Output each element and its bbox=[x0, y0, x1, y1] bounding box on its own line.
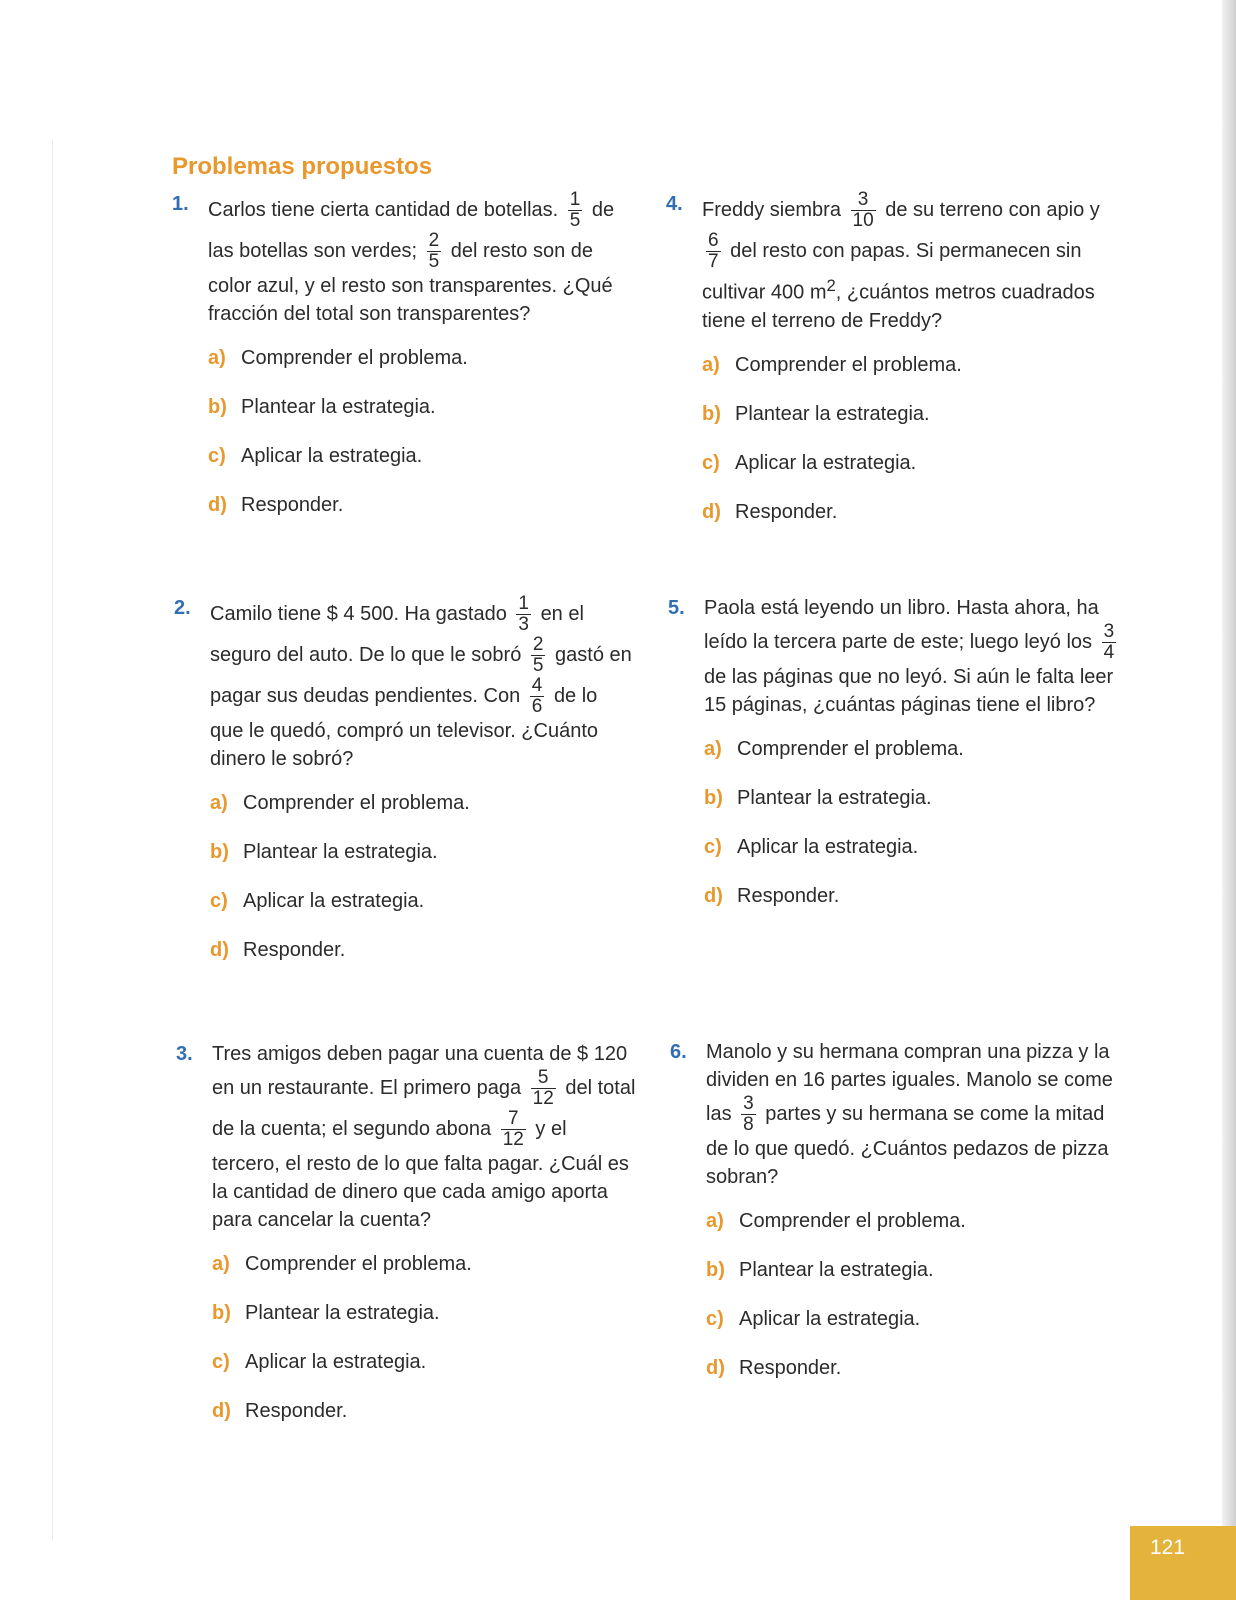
fraction-numerator: 3 bbox=[851, 190, 876, 211]
problem-text: partes y su hermana se come la mitad de lo que quedó. ¿Cuántos pedazos de pizza sobran? bbox=[706, 1102, 1109, 1188]
step-a bbox=[702, 351, 1126, 379]
step-letter: c) bbox=[212, 1351, 230, 1373]
step-c bbox=[704, 833, 1128, 861]
step-text: Comprender el problema. bbox=[241, 347, 468, 369]
fraction bbox=[501, 1109, 526, 1150]
problem-text: Tres amigos deben pagar una cuenta de $ 120 en un restaurante. El primero paga bbox=[212, 1043, 628, 1099]
problem-statement bbox=[176, 1040, 636, 1234]
problem-1 bbox=[172, 190, 632, 519]
fraction bbox=[568, 190, 583, 231]
problem-text: Manolo y su hermana compran una pizza y la dividen en 16 partes iguales. Manolo se come las bbox=[706, 1041, 1113, 1125]
step-a bbox=[212, 1250, 636, 1278]
step-letter: d) bbox=[702, 500, 721, 523]
fraction-denominator: 3 bbox=[518, 614, 529, 635]
step-text: Responder. bbox=[735, 500, 838, 523]
step-letter: a) bbox=[210, 792, 228, 814]
step-letter: b) bbox=[704, 787, 723, 809]
problem-text: de las botellas son verdes; bbox=[208, 198, 615, 262]
fraction bbox=[531, 1068, 556, 1109]
problem-statement bbox=[174, 594, 634, 773]
step-text: Aplicar la estrategia. bbox=[737, 836, 919, 858]
step-text: Comprender el problema. bbox=[245, 1253, 472, 1275]
problem-text: del resto son de color azul, y el resto son transparentes. ¿Qué fracción del total son transparentes? bbox=[208, 239, 613, 325]
step-text: Plantear la estrategia. bbox=[243, 841, 438, 863]
step-list bbox=[668, 735, 1128, 910]
superscript: 2 bbox=[826, 276, 836, 295]
step-letter: b) bbox=[208, 396, 227, 418]
fraction-denominator: 8 bbox=[743, 1114, 754, 1135]
step-text: Responder. bbox=[243, 939, 346, 961]
step-text: Aplicar la estrategia. bbox=[739, 1308, 921, 1330]
problem-number: 3. bbox=[176, 1043, 193, 1065]
step-b bbox=[702, 400, 1126, 428]
step-list bbox=[176, 1250, 636, 1425]
problem-number: 1. bbox=[172, 193, 189, 215]
step-letter: a) bbox=[208, 347, 226, 369]
step-text: Plantear la estrategia. bbox=[737, 787, 932, 809]
fraction bbox=[531, 635, 546, 676]
fraction-denominator: 5 bbox=[532, 655, 544, 676]
step-c bbox=[702, 449, 1126, 477]
step-c bbox=[208, 442, 632, 470]
step-a bbox=[706, 1207, 1130, 1235]
step-d bbox=[702, 498, 1126, 526]
step-letter: d) bbox=[704, 885, 723, 907]
problem-text: Carlos tiene cierta cantidad de botellas. bbox=[208, 198, 559, 221]
fraction-denominator: 5 bbox=[428, 251, 440, 272]
binding-margin-line bbox=[52, 140, 53, 1540]
fraction bbox=[741, 1094, 756, 1135]
step-letter: a) bbox=[704, 738, 722, 760]
fraction bbox=[530, 676, 545, 717]
step-a bbox=[210, 789, 634, 817]
fraction-numerator: 2 bbox=[428, 230, 440, 251]
step-letter: c) bbox=[706, 1308, 724, 1330]
problem-statement bbox=[670, 1038, 1130, 1191]
problem-text: del resto con papas. Si permanecen sin cultivar 400 m bbox=[702, 239, 1082, 304]
step-d bbox=[706, 1354, 1130, 1382]
step-text: Comprender el problema. bbox=[739, 1210, 966, 1232]
problem-5 bbox=[668, 594, 1128, 910]
problem-text: en el seguro del auto. De lo que le sobró bbox=[210, 602, 584, 666]
fraction-denominator: 10 bbox=[852, 210, 874, 231]
step-letter: d) bbox=[706, 1357, 725, 1379]
problem-text: de lo que le quedó, compró un televisor. ¿Cuánto dinero le sobró? bbox=[210, 684, 599, 770]
problem-text: Freddy siembra bbox=[702, 198, 841, 221]
step-c bbox=[212, 1348, 636, 1376]
step-letter: b) bbox=[706, 1259, 725, 1281]
step-letter: c) bbox=[704, 836, 722, 858]
fraction bbox=[516, 594, 531, 635]
page-number: 121 bbox=[1130, 1526, 1236, 1600]
problem-text: de las páginas que no leyó. Si aún le falta leer 15 páginas, ¿cuántas páginas tiene el libro? bbox=[704, 666, 1114, 716]
fraction bbox=[1102, 622, 1117, 663]
step-letter: d) bbox=[210, 939, 229, 961]
problem-text: y el tercero, el resto de lo que falta pagar. ¿Cuál es la cantidad de dinero que cada amigo aporta para cancelar la cuenta? bbox=[212, 1117, 629, 1231]
problem-text: Paola está leyendo un libro. Hasta ahora, ha leído la tercera parte de este; luego leyó los bbox=[704, 597, 1099, 653]
problem-number: 4. bbox=[666, 193, 683, 215]
fraction-denominator: 5 bbox=[569, 210, 581, 231]
step-text: Aplicar la estrategia. bbox=[243, 890, 425, 912]
step-list bbox=[174, 789, 634, 964]
fraction-denominator: 12 bbox=[502, 1129, 524, 1150]
step-a bbox=[208, 344, 632, 372]
step-letter: d) bbox=[208, 494, 227, 516]
step-b bbox=[212, 1299, 636, 1327]
step-text: Comprender el problema. bbox=[243, 792, 470, 814]
problem-text: Camilo tiene $ 4 500. Ha gastado bbox=[210, 602, 507, 625]
step-text: Aplicar la estrategia. bbox=[245, 1351, 427, 1373]
fraction-numerator: 4 bbox=[531, 675, 543, 696]
step-b bbox=[210, 838, 634, 866]
step-text: Plantear la estrategia. bbox=[739, 1259, 934, 1281]
fraction-numerator: 7 bbox=[501, 1109, 526, 1130]
page-edge bbox=[1222, 0, 1236, 1600]
fraction bbox=[427, 231, 442, 272]
problem-statement bbox=[668, 594, 1128, 719]
step-text: Plantear la estrategia. bbox=[735, 402, 930, 425]
step-letter: c) bbox=[208, 445, 226, 467]
step-letter: b) bbox=[210, 841, 229, 863]
step-text: Aplicar la estrategia. bbox=[735, 451, 917, 474]
step-text: Responder. bbox=[737, 885, 840, 907]
step-b bbox=[706, 1256, 1130, 1284]
step-letter: a) bbox=[706, 1210, 724, 1232]
fraction-numerator: 3 bbox=[1103, 621, 1115, 642]
fraction bbox=[706, 231, 721, 272]
step-text: Responder. bbox=[241, 494, 344, 516]
step-text: Responder. bbox=[245, 1400, 348, 1422]
problem-text: , ¿cuántos metros cuadrados tiene el terreno de Freddy? bbox=[702, 281, 1095, 332]
step-text: Responder. bbox=[739, 1357, 842, 1379]
step-c bbox=[210, 887, 634, 915]
step-text: Comprender el problema. bbox=[737, 738, 964, 760]
problem-text: del total de la cuenta; el segundo abona bbox=[212, 1076, 636, 1140]
step-b bbox=[208, 393, 632, 421]
section-title: Problemas propuestos bbox=[172, 153, 433, 180]
fraction-denominator: 6 bbox=[531, 696, 543, 717]
problem-number: 2. bbox=[174, 597, 191, 619]
step-letter: a) bbox=[702, 353, 720, 376]
step-text: Plantear la estrategia. bbox=[241, 396, 436, 418]
step-list bbox=[670, 1207, 1130, 1382]
problem-number: 6. bbox=[670, 1041, 687, 1063]
fraction-numerator: 2 bbox=[532, 634, 544, 655]
problem-4 bbox=[666, 190, 1126, 526]
step-text: Plantear la estrategia. bbox=[245, 1302, 440, 1324]
problem-statement bbox=[172, 190, 632, 328]
step-letter: d) bbox=[212, 1400, 231, 1422]
step-d bbox=[704, 882, 1128, 910]
step-letter: b) bbox=[702, 402, 721, 425]
fraction-denominator: 12 bbox=[532, 1088, 554, 1109]
fraction-numerator: 6 bbox=[708, 230, 719, 251]
problem-statement bbox=[666, 190, 1126, 335]
step-a bbox=[704, 735, 1128, 763]
step-letter: c) bbox=[210, 890, 228, 912]
problem-number: 5. bbox=[668, 597, 685, 619]
fraction bbox=[851, 190, 876, 231]
problem-text: gastó en pagar sus deudas pendientes. Con bbox=[210, 643, 632, 707]
fraction-numerator: 1 bbox=[569, 189, 581, 210]
fraction-numerator: 3 bbox=[743, 1093, 754, 1114]
problem-6 bbox=[670, 1038, 1130, 1382]
step-d bbox=[210, 936, 634, 964]
fraction-numerator: 1 bbox=[518, 593, 529, 614]
step-list bbox=[172, 344, 632, 519]
step-letter: a) bbox=[212, 1253, 230, 1275]
fraction-denominator: 4 bbox=[1103, 642, 1115, 663]
step-c bbox=[706, 1305, 1130, 1333]
step-list bbox=[666, 351, 1126, 526]
step-b bbox=[704, 784, 1128, 812]
step-d bbox=[208, 491, 632, 519]
step-letter: c) bbox=[702, 451, 720, 474]
step-letter: b) bbox=[212, 1302, 231, 1324]
problem-3 bbox=[176, 1040, 636, 1425]
step-text: Aplicar la estrategia. bbox=[241, 445, 423, 467]
step-text: Comprender el problema. bbox=[735, 353, 962, 376]
problem-text: de su terreno con apio y bbox=[885, 198, 1100, 221]
step-d bbox=[212, 1397, 636, 1425]
fraction-denominator: 7 bbox=[708, 251, 719, 272]
fraction-numerator: 5 bbox=[531, 1068, 556, 1089]
problem-2 bbox=[174, 594, 634, 964]
